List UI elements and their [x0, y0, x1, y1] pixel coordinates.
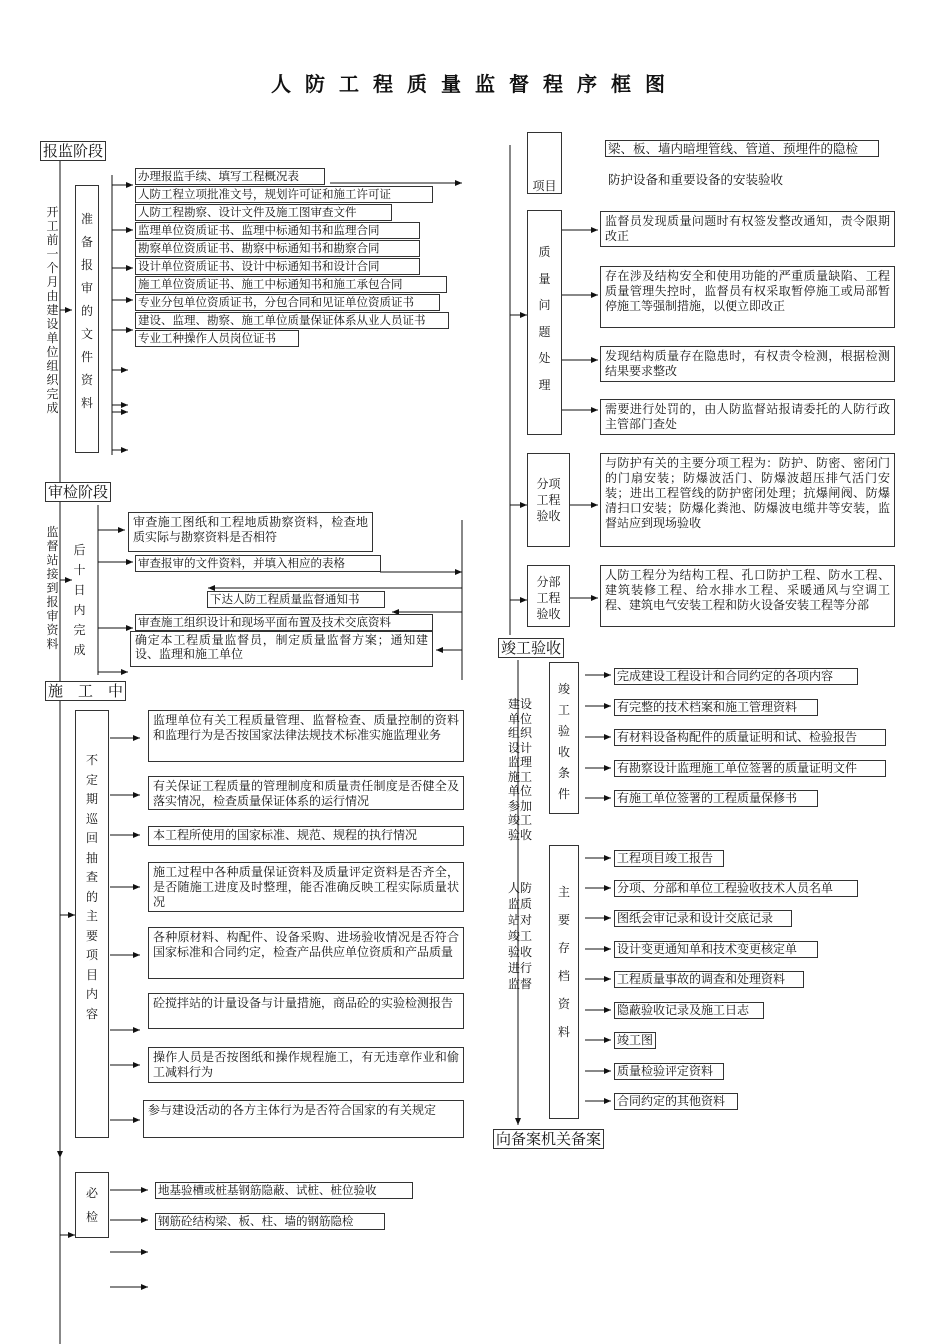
- top-item-2: 防护设备和重要设备的安装验收: [605, 171, 797, 188]
- shenjian-side-note: 监督站接到报审资料: [46, 525, 59, 651]
- baojian-item-1: 办理报监手续、填写工程概况表: [135, 168, 325, 185]
- baojian-item-8: 专业分包单位资质证书，分包合同和见证单位资质证书: [135, 294, 440, 311]
- jungong-side-note-2: 人防监质站对竣工验收进行监督: [507, 881, 532, 991]
- zhiliang-box: 质量问题处理: [527, 210, 562, 435]
- shigong-item-7: 操作人员是否按图纸和操作规程施工，有无违章作业和偷工减料行为: [148, 1047, 464, 1083]
- beian-stage: 向备案机关备案: [493, 1129, 604, 1149]
- tiaojian-item-3: 有材料设备构配件的质量证明和试、检验报告: [614, 729, 886, 746]
- shenjian-item-3: 下达人防工程质量监督通知书: [207, 591, 385, 608]
- houshi-note: 后十日内完成: [73, 543, 86, 657]
- baojian-item-6: 设计单位资质证书、设计中标通知书和设计合同: [135, 258, 420, 275]
- top-item-1: 梁、板、墙内暗埋管线、管道、预埋件的隐检: [605, 140, 879, 157]
- baojian-item-7: 施工单位资质证书、施工中标通知书和施工承包合同: [135, 276, 447, 293]
- jungong-tiaojian-box: 竣工验收条件: [549, 662, 579, 814]
- cundang-item-3: 图纸会审记录和设计交底记录: [614, 910, 792, 927]
- tiaojian-item-1: 完成建设工程设计和合同约定的各项内容: [614, 668, 858, 685]
- shigong-item-4: 施工过程中各种质量保证资料及质量评定资料是否齐全，是否随施工进度及时整理，能否准确反映工程实际质量状况: [148, 862, 464, 912]
- shigong-item-5: 各种原材料、构配件、设备采购、进场验收情况是否符合国家标准和合同约定，检查产品供应单位资质和产品质量: [148, 927, 464, 979]
- fenxiang-text: 与防护有关的主要分项工程为：防护、防密、密闭门的门扇安装；防爆波活门、防爆波超压排气活门安装；进出工程管线的防护密闭处理；抗爆闸阀、防爆清扫口安装；防爆化粪池、防爆波电缆井等安装，监督站应到现场验收: [600, 453, 895, 547]
- baojian-side-note: 开工前一个月由建设单位组织完成: [46, 205, 59, 415]
- bijian-item-2: 钢筋砼结构梁、板、柱、墙的钢筋隐检: [155, 1213, 385, 1230]
- stage-shenjian: 审检阶段: [45, 482, 111, 502]
- baojian-item-2: 人防工程立项批准文号，规划许可证和施工许可证: [135, 186, 433, 203]
- stage-shigong: 施 工 中: [45, 681, 126, 701]
- cundang-item-2: 分项、分部和单位工程验收技术人员名单: [614, 880, 858, 897]
- cundang-item-5: 工程质量事故的调查和处理资料: [614, 971, 804, 988]
- bijian-item-1: 地基验槽或桩基钢筋隐蔽、试桩、桩位验收: [155, 1182, 413, 1199]
- baojian-item-9: 建设、监理、勘察、施工单位质量保证体系从业人员证书: [135, 312, 449, 329]
- shigong-item-8: 参与建设活动的各方主体行为是否符合国家的有关规定: [143, 1100, 464, 1138]
- bijian-box: 必检: [75, 1172, 109, 1238]
- baojian-item-3: 人防工程勘察、设计文件及施工图审查文件: [135, 204, 392, 221]
- tiaojian-item-2: 有完整的技术档案和施工管理资料: [614, 699, 818, 716]
- cundang-item-7: 竣工图: [614, 1032, 656, 1049]
- zhiliang-item-3: 发现结构质量存在隐患时，有权责令检测，根据检测结果要求整改: [600, 346, 895, 382]
- zhiliang-item-4: 需要进行处罚的，由人防监督站报请委托的人防行政主管部门查处: [600, 399, 895, 435]
- cundang-item-9: 合同约定的其他资料: [614, 1093, 738, 1110]
- zhiliang-item-1: 监督员发现质量问题时有权签发整改通知，责令限期改正: [600, 211, 895, 247]
- tiaojian-item-4: 有勘察设计监理施工单位签署的质量证明文件: [614, 760, 886, 777]
- zhunbei-box: 准备报审的文件资料: [75, 185, 99, 453]
- shenjian-item-2: 审查报审的文件资料，并填入相应的表格: [135, 555, 381, 572]
- cundang-item-1: 工程项目竣工报告: [614, 850, 724, 867]
- tiaojian-item-5: 有施工单位签署的工程质量保修书: [614, 790, 818, 807]
- shenjian-item-4: 审查施工组织设计和现场平面布置及技术交底资料: [135, 614, 433, 631]
- cundang-item-6: 隐蔽验收记录及施工日志: [614, 1002, 764, 1019]
- stage-baojian: 报监阶段: [40, 141, 106, 161]
- page-title: 人防工程质量监督程序框图: [271, 72, 679, 96]
- budingqi-box: 不定期巡回抽查的主要项目内容: [75, 710, 109, 1138]
- shigong-item-6: 砼搅拌站的计量设备与计量措施，商品砼的实验检测报告: [148, 993, 464, 1029]
- fenxiang-box: 分项工程验收: [527, 453, 570, 547]
- baojian-item-5: 勘察单位资质证书、勘察中标通知书和勘察合同: [135, 240, 420, 257]
- shigong-item-3: 本工程所使用的国家标准、规范、规程的执行情况: [148, 826, 464, 846]
- shigong-item-1: 监理单位有关工程质量管理、监督检查、质量控制的资料和监理行为是否按国家法律法规技术标准实施监理业务: [148, 710, 464, 762]
- baojian-item-10: 专业工种操作人员岗位证书: [135, 330, 299, 347]
- fenbu-box: 分部工程验收: [527, 565, 570, 627]
- shigong-item-2: 有关保证工程质量的管理制度和质量责任制度是否健全及落实情况，检查质量保证体系的运行情况: [148, 776, 464, 810]
- shenjian-item-5: 确定本工程质量监督员，制定质量监督方案；通知建设、监理和施工单位: [130, 631, 433, 667]
- stage-jungong: 竣工验收: [498, 638, 564, 658]
- cundang-item-8: 质量检验评定资料: [614, 1063, 724, 1080]
- cundang-box: 主要存档资料: [549, 845, 579, 1119]
- cundang-item-4: 设计变更通知单和技术变更核定单: [614, 941, 818, 958]
- baojian-item-4: 监理单位资质证书、监理中标通知书和监理合同: [135, 222, 420, 239]
- zhiliang-item-2: 存在涉及结构安全和使用功能的严重质量缺陷、工程质量管理失控时，监督员有权采取暂停施工或局部暂停施工等强制措施，以便立即改正: [600, 266, 895, 328]
- jungong-side-note-1: 建设单位组织设计监理施工单位参加竣工验收: [507, 697, 532, 842]
- shenjian-item-1: 审查施工图纸和工程地质勘察资料，检查地质实际与勘察资料是否相符: [128, 512, 373, 552]
- fenbu-text: 人防工程分为结构工程、孔口防护工程、防水工程、建筑装修工程、给水排水工程、采暖通风与空调工程、建筑电气安装工程和防火设备安装工程等分部: [600, 565, 895, 627]
- xiangmu-box: 项目: [527, 132, 562, 194]
